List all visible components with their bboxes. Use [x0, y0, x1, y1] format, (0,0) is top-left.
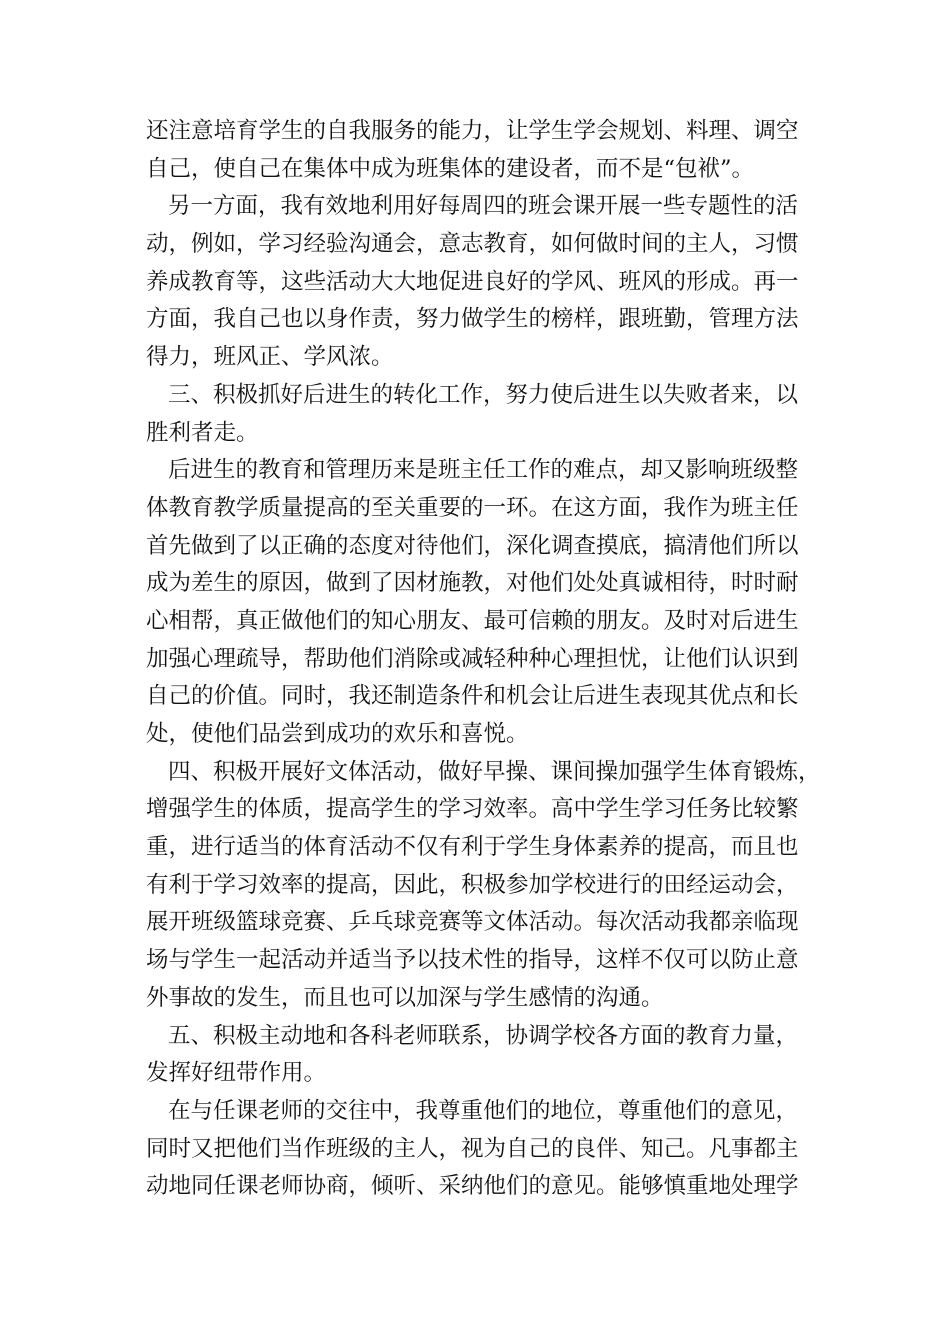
text-line: 有利于学习效率的提高，因此，积极参加学校进行的田经运动会， [146, 871, 799, 898]
text-line: 还注意培育学生的自我服务的能力，让学生学会规划、料理、调空 [146, 118, 799, 144]
text-line: 自己，使自己在集体中成为班集体的建设者，而不是“包袱”。 [146, 155, 755, 182]
text-line: 场与学生一起活动并适当予以技术性的指导，这样不仅可以防止意 [146, 947, 799, 974]
text-line: 增强学生的体质，提高学生的学习效率。高中学生学习任务比较繁 [146, 796, 799, 823]
text-line: 后进生的教育和管理历来是班主任工作的难点，却又影响班级整 [168, 457, 799, 484]
text-line: 同时又把他们当作班级的主人，视为自己的良伴、知己。凡事都主 [146, 1135, 799, 1162]
text-line: 重，进行适当的体育活动不仅有利于学生身体素养的提高，而且也 [146, 834, 799, 861]
text-line: 动，例如，学习经验沟通会，意志教育，如何做时间的主人，习惯 [146, 231, 799, 258]
text-line: 动地同任课老师协商，倾听、采纳他们的意见。能够慎重地处理学 [146, 1173, 799, 1200]
text-line: 展开班级篮球竞赛、乒乓球竞赛等文体活动。每次活动我都亲临现 [146, 909, 799, 936]
section-heading-line: 发挥好纽带作用。 [146, 1060, 327, 1087]
text-line: 加强心理疏导，帮助他们消除或减轻种种心理担忧，让他们认识到 [146, 645, 799, 672]
text-line: 养成教育等，这些活动大大地促进良好的学风、班风的形成。再一 [146, 268, 799, 295]
text-line: 处，使他们品尝到成功的欢乐和喜悦。 [146, 721, 529, 747]
text-line: 在与任课老师的交往中，我尊重他们的地位，尊重他们的意见， [168, 1097, 799, 1124]
section-heading-line: 五、积极主动地和各科老师联系，协调学校各方面的教育力量， [168, 1022, 799, 1049]
document-body [146, 113, 821, 1206]
text-line: 方面，我自己也以身作责，努力做学生的榜样，跟班勤，管理方法 [146, 306, 799, 333]
text-line: 自己的价值。同时，我还制造条件和机会让后进生表现其优点和长 [146, 683, 799, 710]
section-heading-line: 胜利者走。 [146, 419, 259, 446]
section-heading-line: 四、积极开展好文体活动，做好早操、课间操加强学生体育锻炼， [168, 758, 821, 785]
text-line: 另一方面，我有效地利用好每周四的班会课开展一些专题性的活 [168, 193, 799, 220]
text-line: 成为差生的原因，做到了因材施教，对他们处处真诚相待，时时耐 [146, 570, 799, 597]
section-heading-line: 三、积极抓好后进生的转化工作，努力使后进生以失败者来，以 [168, 381, 799, 408]
text-line: 外事故的发生，而且也可以加深与学生感情的沟通。 [146, 984, 664, 1011]
text-line: 心相帮，真正做他们的知心朋友、最可信赖的朋友。及时对后进生 [146, 607, 799, 634]
text-line: 得力，班风正、学风浓。 [146, 344, 394, 371]
text-line: 体教育教学质量提高的至关重要的一环。在这方面，我作为班主任 [146, 494, 799, 521]
text-line: 首先做到了以正确的态度对待他们，深化调查摸底，搞清他们所以 [146, 532, 799, 559]
